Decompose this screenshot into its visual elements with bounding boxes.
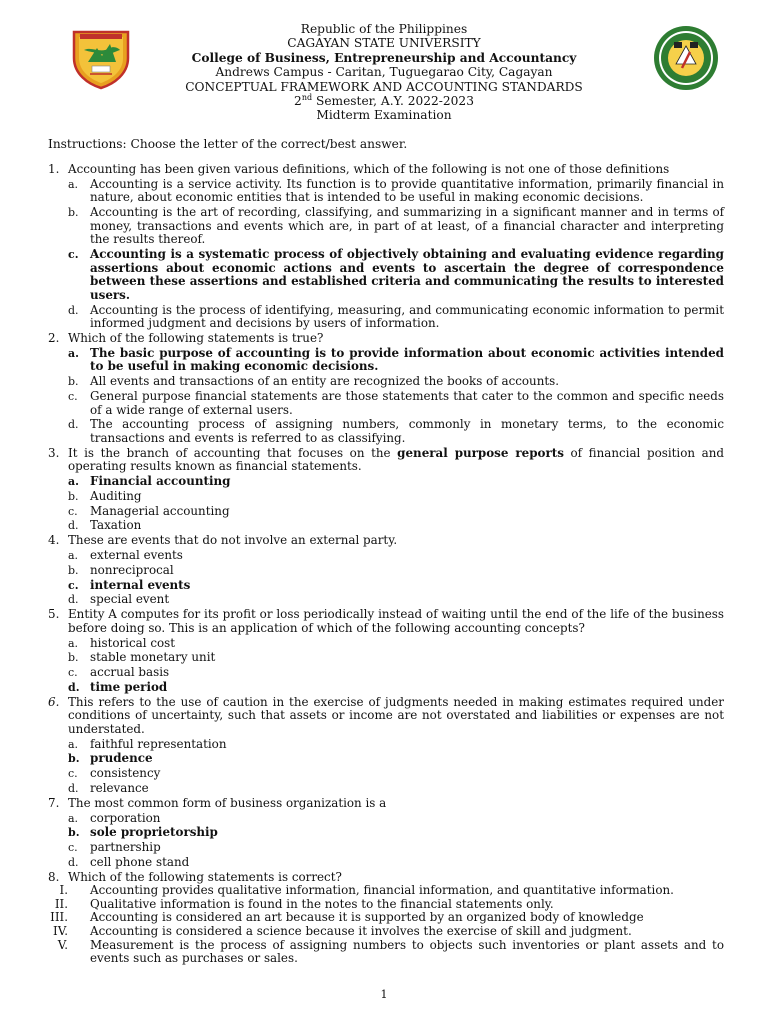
option-letter: d.: [68, 303, 79, 317]
option-letter: c.: [68, 248, 79, 262]
option-letter: b.: [68, 651, 79, 665]
question-text: Accounting has been given various definitions, which of the following is not one of those definitions: [68, 162, 670, 176]
option-letter: a.: [68, 737, 79, 751]
statement-numeral: V.: [57, 937, 68, 952]
option-2d: [48, 418, 724, 445]
question-text-emphasis: general purpose reports: [397, 445, 564, 460]
statement-text: Accounting is considered an art because it is supported by an organized body of knowledge: [90, 910, 644, 925]
statement-4: [48, 925, 724, 939]
college-name: College of Business, Entrepreneurship and Accountancy: [191, 50, 577, 65]
option-6c: [48, 767, 724, 781]
statement-text: Accounting is considered a science because it involves the exercise of skill and judgment.: [90, 924, 632, 939]
option-1d: [48, 304, 724, 331]
statement-numeral: II.: [54, 896, 68, 911]
option-text: relevance: [90, 780, 149, 795]
question-text: The most common form of business organization is a: [68, 795, 387, 810]
option-letter: a.: [68, 549, 79, 563]
question-number: 7.: [48, 795, 60, 810]
option-1b: [48, 206, 724, 247]
option-letter: c.: [68, 666, 78, 680]
option-text: Managerial accounting: [90, 503, 230, 518]
option-5d-answer: [48, 681, 724, 695]
option-text: cell phone stand: [90, 854, 190, 869]
option-3d: [48, 519, 724, 533]
question-number: 3.: [48, 445, 60, 460]
option-text: All events and transactions of an entity are recognized the books of accounts.: [90, 374, 560, 389]
statement-3: [48, 911, 724, 925]
option-text: Auditing: [90, 488, 142, 503]
option-6d: [48, 782, 724, 796]
option-5a: [48, 637, 724, 651]
option-4b: [48, 564, 724, 578]
option-letter: d.: [68, 781, 79, 795]
question-4: [48, 534, 724, 548]
campus-address: Andrews Campus - Caritan, Tuguegarao City, Cagayan: [215, 65, 553, 80]
question-text: These are events that do not involve an external party.: [68, 533, 398, 548]
option-3b: [48, 490, 724, 504]
statement-2: [48, 898, 724, 912]
statement-numeral: IV.: [53, 924, 68, 939]
exam-type: Midterm Examination: [316, 108, 452, 123]
republic-line: Republic of the Philippines: [300, 22, 468, 36]
option-3c: [48, 505, 724, 519]
option-text: Accounting is the art of recording, classifying, and summarizing in a significant manner and in terms of money, transactions and events which are, in part of at least, of a financial character and interpreting the results thereof.: [90, 205, 724, 247]
option-letter: a.: [68, 811, 79, 825]
option-text: stable monetary unit: [90, 650, 216, 665]
question-number: 6.: [48, 694, 60, 709]
question-3: [48, 447, 724, 474]
option-letter: b.: [68, 489, 79, 503]
option-letter: a.: [68, 346, 79, 360]
exam-header: [0, 22, 768, 123]
statement-text: Measurement is the process of assigning numbers to objects such inventories or plant assets and to events such as purchases or sales.: [90, 937, 724, 966]
option-text: Accounting is a systematic process of objectively obtaining and evaluating evidence regarding assertions about economic actions and events to ascertain the degree of correspondence between these assertions and established criteria and communicating the results to interested users.: [90, 247, 724, 302]
option-text: Accounting is a service activity. Its function is to provide quantitative information, primarily financial in nature, about economic entities that is intended to be useful in making economic decisions.: [90, 176, 724, 205]
option-letter: b.: [68, 563, 79, 577]
statement-numeral: III.: [50, 910, 68, 925]
option-letter: b.: [68, 375, 79, 389]
option-text: Taxation: [90, 518, 142, 533]
question-2: [48, 332, 724, 346]
option-letter: c.: [68, 841, 78, 855]
semester-number: 2: [294, 94, 302, 109]
question-1: [48, 163, 724, 177]
option-text: Financial accounting: [90, 474, 231, 489]
option-6a: [48, 738, 724, 752]
statement-1: [48, 884, 724, 898]
statement-text: Qualitative information is found in the notes to the financial statements only.: [90, 896, 554, 911]
option-5b: [48, 651, 724, 665]
option-letter: d.: [68, 519, 79, 533]
question-6: [48, 696, 724, 737]
option-text: The accounting process of assigning numbers, commonly in monetary terms, to the economic transactions and events is referred to as classifying.: [90, 417, 724, 445]
option-1a: [48, 178, 724, 205]
option-7b-answer: [48, 826, 724, 840]
option-letter: a.: [68, 636, 79, 650]
semester-line: [0, 94, 768, 108]
question-number: 4.: [48, 533, 60, 548]
questions-list: [48, 163, 724, 966]
option-letter: c.: [68, 390, 78, 403]
option-7a: [48, 812, 724, 826]
option-text: nonreciprocal: [90, 562, 174, 577]
option-text: partnership: [90, 840, 161, 855]
option-letter: d.: [68, 418, 79, 432]
question-number: 2.: [48, 331, 60, 346]
option-2a-answer: [48, 347, 724, 374]
course-title: CONCEPTUAL FRAMEWORK AND ACCOUNTING STANDARDS: [185, 79, 583, 94]
option-text: historical cost: [90, 635, 176, 650]
option-4d: [48, 593, 724, 607]
option-text: Accounting is the process of identifying, measuring, and communicating economic information to permit informed judgment and decisions by users of information.: [90, 302, 724, 331]
option-letter: b.: [68, 826, 80, 840]
option-letter: d.: [68, 593, 79, 607]
page-number: 1: [380, 988, 388, 1001]
option-letter: d.: [68, 855, 79, 869]
option-7c: [48, 841, 724, 855]
option-text: faithful representation: [90, 736, 227, 751]
option-text: General purpose financial statements are those statements that cater to the common and specific needs of a wide range of external users.: [90, 389, 724, 417]
option-3a-answer: [48, 475, 724, 489]
question-number: 1.: [48, 162, 60, 176]
option-letter: a.: [68, 475, 79, 489]
option-4a: [48, 549, 724, 563]
university-name: CAGAYAN STATE UNIVERSITY: [287, 36, 481, 51]
option-letter: a.: [68, 177, 79, 191]
option-text: time period: [90, 679, 168, 694]
question-text-end: of financial position and operating results known as financial statements.: [68, 445, 724, 474]
option-2b: [48, 375, 724, 389]
option-5c: [48, 666, 724, 680]
option-text: accrual basis: [90, 665, 170, 680]
option-text: prudence: [90, 751, 153, 766]
option-text: The basic purpose of accounting is to provide information about economic activities intended to be useful in making economic decisions.: [90, 345, 724, 374]
option-letter: c.: [68, 767, 78, 781]
question-number: 8.: [48, 869, 60, 884]
option-text: internal events: [90, 577, 191, 592]
statement-numeral: I.: [59, 883, 68, 898]
semester-suffix: nd: [301, 92, 313, 102]
question-7: [48, 797, 724, 811]
option-1c-answer: [48, 248, 724, 302]
option-letter: b.: [68, 206, 79, 220]
question-5: [48, 608, 724, 635]
option-6b-answer: [48, 752, 724, 766]
question-number: 5.: [48, 607, 60, 622]
option-text: corporation: [90, 810, 161, 825]
statement-5: [48, 939, 724, 966]
option-letter: c.: [68, 578, 79, 592]
option-letter: c.: [68, 504, 78, 518]
option-letter: b.: [68, 752, 80, 766]
option-text: external events: [90, 548, 183, 563]
option-4c-answer: [48, 579, 724, 593]
question-text: It is the branch of accounting that focuses on the: [68, 445, 398, 460]
question-text: Which of the following statements is true?: [68, 331, 324, 346]
question-text: Which of the following statements is correct?: [68, 869, 342, 884]
option-2c: [48, 390, 724, 417]
semester-year: Semester, A.Y. 2022-2023: [312, 94, 474, 109]
option-text: consistency: [90, 766, 161, 781]
question-text: This refers to the use of caution in the exercise of judgments needed in making estimates required under conditions of uncertainty, such that assets or income are not overstated and liabilities or expenses are not understated.: [68, 694, 724, 736]
instructions: Instructions: Choose the letter of the correct/best answer.: [48, 137, 408, 151]
question-8: [48, 871, 724, 885]
question-text: Entity A computes for its profit or loss periodically instead of waiting until the end of the life of the business before doing so. This is an application of which of the following accounting concepts?: [68, 607, 724, 635]
option-7d: [48, 856, 724, 870]
option-text: sole proprietorship: [90, 825, 218, 840]
option-letter: d.: [68, 680, 80, 694]
statement-text: Accounting provides qualitative information, financial information, and quantitative information.: [90, 883, 674, 898]
option-text: special event: [90, 592, 170, 607]
